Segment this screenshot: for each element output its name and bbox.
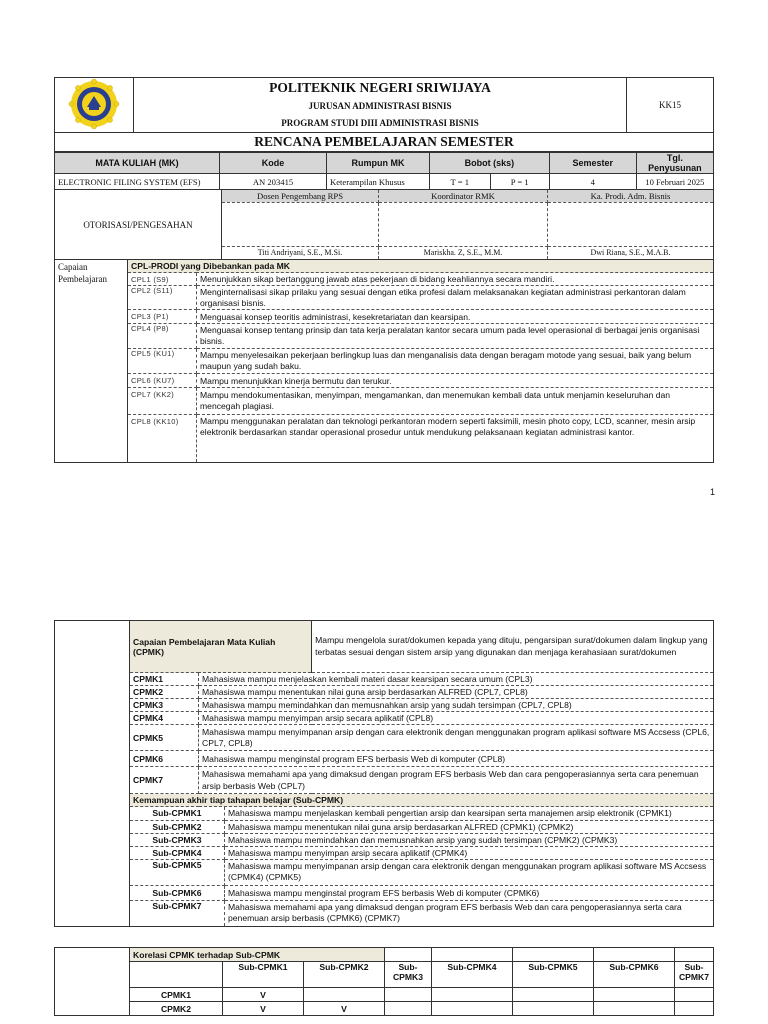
cpl-code: CPL7 (KK2): [128, 388, 197, 415]
blank-cell: [513, 948, 594, 962]
row-label: CPMK1: [130, 988, 223, 1002]
cpmk-summary: Mampu mengelola surat/dokumen kepada yang dituju, pengarsipan surat/dokumen dalam lingkup yang terbatas sesuai dengan sistem arsip yang digunakan dan menjaga kerahasiaan surat/dokumen: [312, 621, 714, 673]
program-name: PROGRAM STUDI DIII ADMINISTRASI BISNIS: [134, 113, 627, 132]
col-sub-cpmk3: Sub-CPMK3: [385, 962, 432, 988]
sub-cpmk-table: [130, 807, 713, 926]
blank-cell: [675, 948, 714, 962]
sub-cpmk-text: Mahasiswa mampu menentukan nilai guna arsip berdasarkan ALFRED (CPMK1) (CPMK2): [225, 820, 714, 833]
sub-cpmk-text: Mahasiswa mampu memindahkan dan memusnahkan arsip yang sudah tersimpan (CPMK2) (CPMK3): [225, 833, 714, 846]
cpmk-code: CPMK1: [130, 673, 199, 686]
mark-cell: [675, 988, 714, 1002]
document-code: KK15: [627, 78, 714, 133]
col-sub-cpmk2: Sub-CPMK2: [304, 962, 385, 988]
course-table: [54, 152, 714, 190]
cpmk-code: CPMK7: [130, 767, 199, 794]
sub-cpmk-heading: Kemampuan akhir tiap tahapan belajar (Sub-CPMK): [130, 794, 714, 807]
cpmk-text: Mahasiswa mampu menjelaskan kembali materi dasar kearsipan secara umum (CPL3): [199, 673, 714, 686]
col-kode: Kode: [220, 153, 327, 174]
signature-dosen: [222, 202, 379, 246]
sub-cpmk-code: Sub-CPMK7: [130, 900, 225, 926]
page2-left-cell: [55, 621, 130, 927]
sub-cpmk-block: [130, 807, 714, 927]
cpl-code: CPL1 (S9): [128, 273, 197, 286]
cpl-text: Menguasai konsep tentang prinsip dan tata kerja peralatan kantor secara umum pada level operasional di berbagai jenis organisasi bisnis.: [197, 324, 714, 349]
blank-cell: [385, 948, 432, 962]
capaian-label: [55, 260, 128, 463]
sub-cpmk-code: Sub-CPMK2: [130, 820, 225, 833]
institution-logo-icon: [65, 79, 123, 129]
blank-cell: [594, 948, 675, 962]
sub-cpmk-code: Sub-CPMK1: [130, 807, 225, 820]
page-number: 1: [710, 487, 716, 497]
mark-cell: V: [223, 1002, 304, 1016]
cpmk-code: CPMK6: [130, 751, 199, 767]
cpmk-code: CPMK4: [130, 712, 199, 725]
cpmk-heading: Capaian Pembelajaran Mata Kuliah (CPMK): [130, 621, 312, 673]
cpmk-text: Mahasiswa mampu menyimpanan arsip dengan cara elektronik dengan menggunakan program aplikasi software MS Accsess (CPL6, CPL7, CPL8): [199, 725, 714, 751]
cpl-code: CPL3 (P1): [128, 310, 197, 324]
header-table: [54, 77, 714, 152]
signature-kaprodi: [548, 202, 714, 246]
cpmk-text: Mahasiswa memahami apa yang dimaksud dengan program EFS berbasis Web dan cara pengoperasiannya serta cara penemuan arsip berbasis Web (CPL7): [199, 767, 714, 794]
mark-cell: [513, 1002, 594, 1016]
authorization-table: [54, 190, 714, 259]
logo-cell: [55, 78, 134, 133]
cpl-code: CPL4 (P8): [128, 324, 197, 349]
col-semester: Semester: [549, 153, 636, 174]
mark-cell: [513, 988, 594, 1002]
mark-cell: [675, 1002, 714, 1016]
course-rumpun: Keterampilan Khusus: [327, 174, 430, 190]
sub-cpmk-code: Sub-CPMK3: [130, 833, 225, 846]
capaian-label-line2: Pembelajaran: [58, 274, 107, 284]
mark-cell: [385, 1002, 432, 1016]
cpmk-code: CPMK2: [130, 686, 199, 699]
mark-cell: [304, 988, 385, 1002]
mark-cell: [432, 988, 513, 1002]
blank-cell: [432, 948, 513, 962]
cpmk-text: Mahasiswa mampu menginstal program EFS berbasis Web di komputer (CPL8): [199, 751, 714, 767]
role-kaprodi: Ka. Prodi. Adm. Bisnis: [548, 190, 714, 202]
sub-cpmk-code: Sub-CPMK5: [130, 859, 225, 885]
corner-cell: [130, 962, 223, 988]
name-kaprodi: Dwi Riana, S.E., M.A.B.: [590, 248, 671, 258]
sub-cpmk-text: Mahasiswa mampu menyimpan arsip secara aplikatif (CPMK4): [225, 846, 714, 859]
col-mata-kuliah: MATA KULIAH (MK): [55, 153, 220, 174]
signature-koordinator: [379, 202, 548, 246]
col-sub-cpmk5: Sub-CPMK5: [513, 962, 594, 988]
role-koordinator: Koordinator RMK: [379, 190, 548, 202]
name-koordinator: Mariskha. Z, S.E., M.M.: [379, 246, 548, 259]
rps-page-2: [54, 620, 714, 927]
cpl-text: Menunjukkan sikap bertanggung jawab atas pekerjaan di bidang keahliannya secara mandiri.: [197, 273, 714, 286]
col-sub-cpmk4: Sub-CPMK4: [432, 962, 513, 988]
cpmk-text: Mahasiswa mampu menentukan nilai guna arsip berdasarkan ALFRED (CPL7, CPL8): [199, 686, 714, 699]
sub-cpmk-code: Sub-CPMK6: [130, 885, 225, 900]
mark-cell: [432, 1002, 513, 1016]
col-bobot: Bobot (sks): [430, 153, 550, 174]
course-code: AN 203415: [220, 174, 327, 190]
cpl-code: CPL6 (KU7): [128, 374, 197, 388]
col-sub-cpmk1: Sub-CPMK1: [223, 962, 304, 988]
sub-cpmk-code: Sub-CPMK4: [130, 846, 225, 859]
cpl-table: [54, 259, 714, 463]
cpl-text: Menguasai konsep teoritis administrasi, kesekretariatan dan kearsipan.: [197, 310, 714, 324]
cpl-text: Mampu menunjukkan kinerja bermutu dan terukur.: [197, 374, 714, 388]
cpl-code: CPL8 (KK10): [128, 415, 197, 463]
mark-cell: V: [223, 988, 304, 1002]
cpmk-text: Mahasiswa mampu menyimpan arsip secara aplikatif (CPL8): [199, 712, 714, 725]
correlation-section: [54, 947, 714, 1016]
cpl-text: Mampu menyelesaikan pekerjaan berlingkup luas dan menganalisis data dengan beragam motode yang sesuai, baik yang belum maupun yang sudah baku.: [197, 349, 714, 374]
correlation-heading: Korelasi CPMK terhadap Sub-CPMK: [130, 948, 385, 962]
name-dosen: Titi Andriyani, S.E., M.Si.: [222, 246, 379, 259]
document-title: RENCANA PEMBELAJARAN SEMESTER: [55, 133, 714, 152]
capaian-label-line1: Capaian: [58, 262, 88, 272]
course-p: P = 1: [490, 174, 549, 190]
course-name: ELECTRONIC FILING SYSTEM (EFS): [55, 174, 220, 190]
mark-cell: [385, 988, 432, 1002]
mark-cell: V: [304, 1002, 385, 1016]
sub-cpmk-text: Mahasiswa memahami apa yang dimaksud dengan program EFS berbasis Web dan cara pengoperasiannya serta cara penemuan arsip berbasis (CPMK6) (CPMK7): [228, 902, 682, 924]
department-name: JURUSAN ADMINISTRASI BISNIS: [134, 99, 627, 114]
sub-cpmk-text: Mahasiswa mampu menyimpanan arsip dengan cara elektronik dengan menggunakan program aplikasi software MS Accsess (CPMK4) (CPMK5): [225, 859, 714, 885]
mark-cell: [594, 1002, 675, 1016]
col-sub-cpmk6: Sub-CPMK6: [594, 962, 675, 988]
institution-name: POLITEKNIK NEGERI SRIWIJAYA: [134, 78, 627, 99]
sub-cpmk-text: Mahasiswa mampu menjelaskan kembali pengertian arsip dan kearsipan serta manajemen arsip elektronik (CPMK1): [225, 807, 714, 820]
cpl-text: Menginternalisasi sikap prilaku yang sesuai dengan etika profesi dalam melaksanakan kegiatan administrasi perkantoran dalam organisasi bisnis.: [197, 286, 714, 310]
cpl-code: CPL2 (S11): [128, 286, 197, 310]
course-semester: 4: [549, 174, 636, 190]
course-t: T = 1: [430, 174, 491, 190]
col-rumpun: Rumpun MK: [327, 153, 430, 174]
col-sub-cpmk7: Sub-CPMK7: [675, 962, 714, 988]
cpl-heading: CPL-PRODI yang Dibebankan pada MK: [128, 260, 714, 273]
correlation-table: [54, 947, 714, 1016]
authorization-label: OTORISASI/PENGESAHAN: [55, 190, 222, 259]
mark-cell: [594, 988, 675, 1002]
rps-page-1: [54, 77, 714, 463]
cpmk-table: [54, 620, 714, 927]
correlation-left-cell: [55, 948, 130, 1016]
cpmk-code: CPMK5: [130, 725, 199, 751]
course-date: 10 Februari 2025: [636, 174, 713, 190]
cpl-text: Mampu menggunakan peralatan dan teknologi perkantoran modern seperti faksimili, mesin photo copy, LCD, scanner, mesin arsip elektronik berdasarkan standar operasional prosedur untuk mendukung pelaksanaan kegiatan administrasi kantor.: [200, 416, 696, 437]
role-dosen: Dosen Pengembang RPS: [222, 190, 379, 202]
cpl-code: CPL5 (KU1): [128, 349, 197, 374]
cpl-text: Mampu mendokumentasikan, menyimpan, mengamankan, dan menemukan kembali data untuk menjamin keseluruhan dan mencegah plagiasi.: [197, 388, 714, 415]
cpmk-text: Mahasiswa mampu memindahkan dan memusnahkan arsip yang sudah tersimpan (CPL7, CPL8): [199, 699, 714, 712]
row-label: CPMK2: [130, 1002, 223, 1016]
col-tgl: Tgl. Penyusunan: [636, 153, 713, 174]
cpmk-code: CPMK3: [130, 699, 199, 712]
sub-cpmk-text: Mahasiswa mampu menginstal program EFS berbasis Web di komputer (CPMK6): [225, 885, 714, 900]
